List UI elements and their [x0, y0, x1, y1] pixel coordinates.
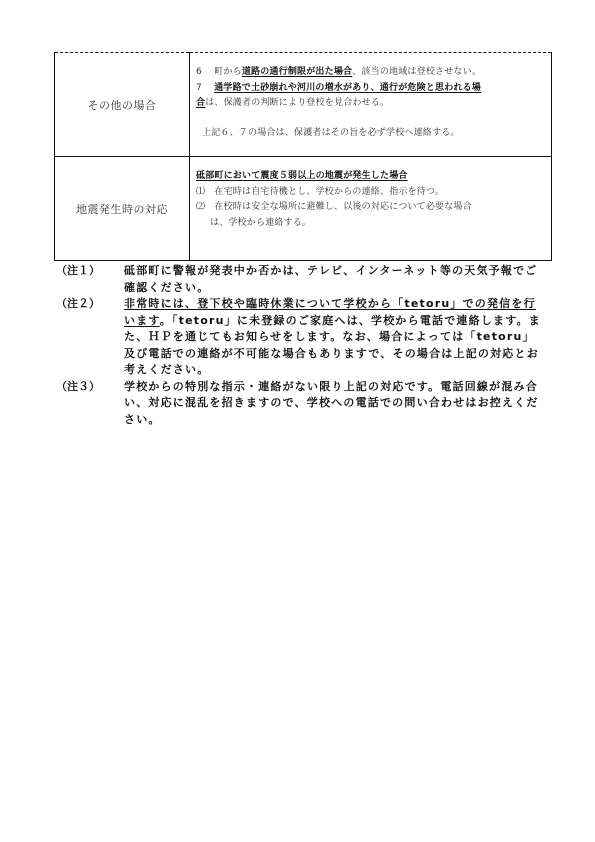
row-content-earthquake	[190, 157, 552, 261]
note-1	[56, 263, 546, 296]
note-2	[56, 296, 546, 379]
note-text: 砥部町に警報が発表中か否かは、テレビ、インターネット等の天気予報でご確認ください。	[124, 264, 538, 294]
row-content-other-cases	[190, 53, 552, 157]
earthquake-item-1: ⑴ 在宅時は自宅待機とし、学校からの連絡、指示を待つ。	[196, 186, 445, 197]
item-underlined-text: 合	[196, 98, 206, 108]
note-3	[56, 379, 546, 429]
table-row	[55, 157, 552, 261]
item-text: 町から	[214, 67, 242, 77]
row-label-other-cases: その他の場合	[55, 53, 190, 157]
response-table	[54, 52, 552, 261]
note-body	[124, 296, 546, 379]
note-underlined-text: 非常時には、登下校や臨時休業について学校から「tetoru」での発信を行います	[124, 297, 536, 327]
item-underlined-text: 道路の通行制限が出た場合	[241, 67, 353, 77]
item-text: 、該当の地域は登校させない。	[352, 67, 482, 77]
item-7	[196, 81, 545, 97]
note-label: （注２）	[56, 297, 100, 310]
note-text: 。「tetoru」に未登録のご家庭へは、学校から電話で連絡します。また、ＨＰを通じてもお知らせをします。なお、場合によっては「tetoru」及び電話での連絡が不可能な場合もありますで、その場合は上記の対応とお考えください。	[124, 313, 541, 376]
note-label: （注１）	[56, 264, 100, 277]
earthquake-heading: 砥部町において震度５弱以上の地震が発生した場合	[196, 171, 408, 181]
earthquake-item-2: ⑵ 在校時は安全な場所に避難し、以後の対応について必要な場合	[196, 202, 472, 212]
item-7-cont	[196, 96, 545, 112]
row-label-earthquake: 地震発生時の対応	[55, 157, 190, 261]
parent-contact-note: 上記６、７の場合は、保護者はその旨を必ず学校へ連絡する。	[202, 127, 460, 138]
earthquake-item-2-cont: は、学校から連絡する。	[210, 217, 312, 228]
item-6	[196, 65, 545, 81]
notes-section	[56, 263, 546, 428]
item-number: 6	[196, 67, 202, 77]
item-number: 7	[196, 82, 202, 93]
note-text: 学校からの特別な指示・連絡がない限り上記の対応です。電話回線が混み合い、対応に混乱を招きますので、学校への電話での問い合わせはお控えください。	[124, 379, 539, 426]
table-row	[55, 53, 552, 157]
item-text: は、保護者の判断により登校を見合わせる。	[205, 98, 390, 108]
note-label: （注３）	[56, 379, 100, 393]
item-underlined-text: 通学路で土砂崩れや河川の増水があり、通行が危険と思われる場	[214, 82, 482, 93]
